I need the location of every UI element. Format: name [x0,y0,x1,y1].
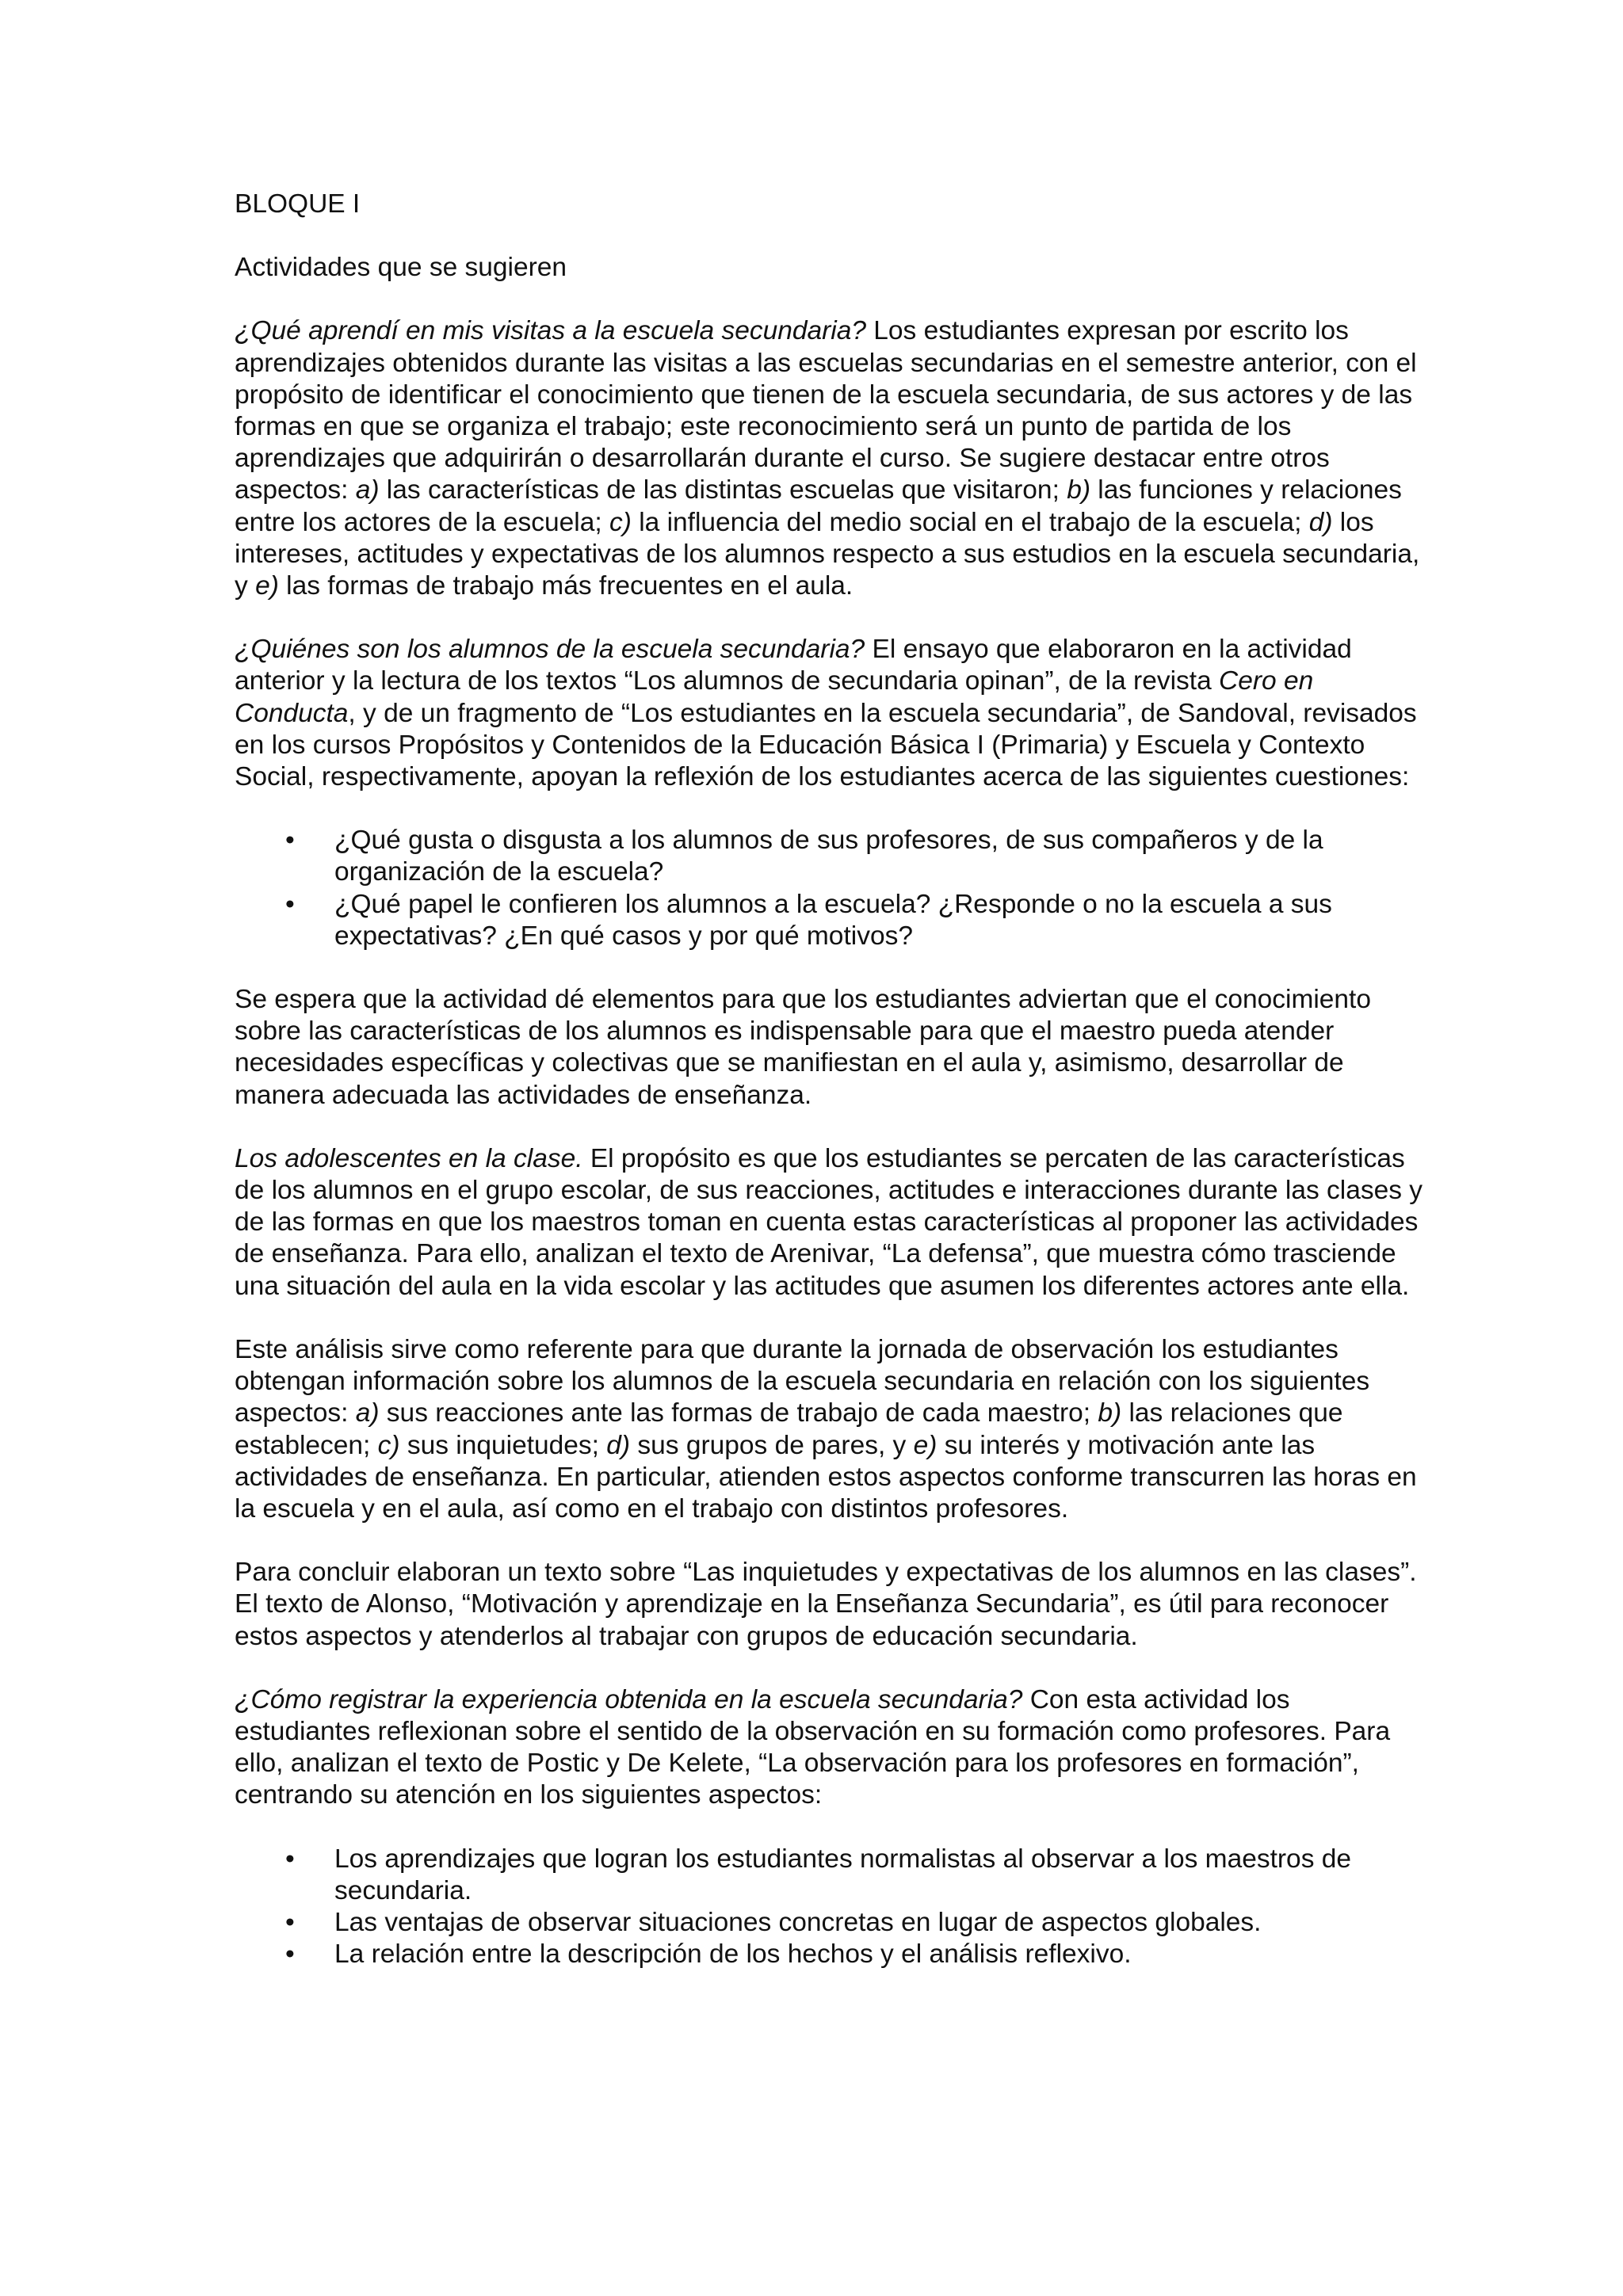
paragraph-adolescents: Los adolescentes en la clase. El propósito es que los estudiantes se percaten de las características de los alumnos en el grupo escolar, de sus reacciones, actitudes e interacciones durante las clases y de las formas en que los maestros toman en cuenta estas características al proponer las actividades de enseñanza. Para ello, analizan el texto de Arenivar, “La defensa”, que muestra cómo trasciende una situación del aula en la vida escolar y las actitudes que asumen los diferentes actores ante ella. [235,1143,1423,1301]
bullet-icon: • [285,1844,295,1874]
paragraph-lead: Los adolescentes en la clase. [235,1143,583,1173]
bullet-icon: • [285,1907,295,1937]
paragraph-analysis: Este análisis sirve como referente para que durante la jornada de observación los estudiantes obtengan información sobre los alumnos de la escuela secundaria en relación con los siguientes aspectos: a) sus reacciones ante las formas de trabajo de cada maestro; b) las relaciones que establecen; c) sus inquietudes; d) sus grupos de pares, y e) su interés y motivación ante las actividades de enseñanza. En particular, atienden estos aspectos conforme transcurren las horas en la escuela y en el aula, así como en el trabajo con distintos profesores. [235,1334,1417,1524]
bullet-icon: • [285,826,295,856]
bullet-icon: • [285,1939,295,1970]
magazine-title: Cero en Conducta [235,666,1314,728]
paragraph-lead: ¿Qué aprendí en mis visitas a la escuela secundaria? [235,316,866,346]
paragraph-lead: ¿Cómo registrar la experiencia obtenida en la escuela secundaria? [235,1684,1023,1714]
list-item: • Los aprendizajes que logran los estudiantes normalistas al observar a los maestros de secundaria. [285,1844,1352,1905]
paragraph-visits: ¿Qué aprendí en mis visitas a la escuela secundaria? Los estudiantes expresan por escrito los aprendizajes obtenidos durante las visitas a las escuelas secundarias en el semestre anterior, con el propósito de identificar el conocimiento que tienen de la escuela secundaria, de sus actores y de las formas en que se organiza el trabajo; este reconocimiento será un punto de partida de los aprendizajes que adquirirán o desarrollarán durante el curso. Se sugiere destacar entre otros aspectos: a) las características de las distintas escuelas que visitaron; b) las funciones y relaciones entre los actores de la escuela; c) la influencia del medio social en el trabajo de la escuela; d) los intereses, actitudes y expectativas de los alumnos respecto a sus estudios en la escuela secundaria, y e) las formas de trabajo más frecuentes en el aula. [235,316,1420,601]
bullet-icon: • [285,889,295,919]
list-item: • ¿Qué gusta o disgusta a los alumnos de sus profesores, de sus compañeros y de la organización de la escuela? [285,826,1323,887]
list-item: • Las ventajas de observar situaciones concretas en lugar de aspectos globales. [235,1907,1423,1939]
section-title: Actividades que se sugieren [235,253,567,283]
document-page [235,189,1423,2002]
questions-list [235,825,1423,952]
list-item: • ¿Qué papel le confieren los alumnos a la escuela? ¿Responde o no la escuela a sus expectativas? ¿En qué casos y por qué motivos? [285,889,1332,951]
list-item: • La relación entre la descripción de los hechos y el análisis reflexivo. [235,1939,1423,1970]
paragraph-students: ¿Quiénes son los alumnos de la escuela secundaria? El ensayo que elaboraron en la actividad anterior y la lectura de los textos “Los alumnos de secundaria opinan”, de la revista Cero en Conducta, y de un fragmento de “Los estudiantes en la escuela secundaria”, de Sandoval, revisados en los cursos Propósitos y Contenidos de la Educación Básica I (Primaria) y Escuela y Contexto Social, respectivamente, apoyan la reflexión de los estudiantes acerca de las siguientes cuestiones: [235,635,1417,792]
block-title: BLOQUE I [235,189,361,219]
paragraph-registration: ¿Cómo registrar la experiencia obtenida en la escuela secundaria? Con esta actividad los estudiantes reflexionan sobre el sentido de la observación en su formación como profesores. Para ello, analizan el texto de Postic y De Kelete, “La observación para los profesores en formación”, centrando su atención en los siguientes aspectos: [235,1684,1391,1810]
aspects-list [235,1844,1423,1971]
paragraph-conclusion: Para concluir elaboran un texto sobre “Las inquietudes y expectativas de los alumnos en las clases”. El texto de Alonso, “Motivación y aprendizaje en la Enseñanza Secundaria”, es útil para reconocer estos aspectos y atenderlos al trabajar con grupos de educación secundaria. [235,1558,1417,1651]
paragraph-expectation: Se espera que la actividad dé elementos para que los estudiantes adviertan que el conocimiento sobre las características de los alumnos es indispensable para que el maestro pueda atender necesidades específicas y colectivas que se manifiestan en el aula y, asimismo, desarrollar de manera adecuada las actividades de enseñanza. [235,985,1371,1110]
paragraph-lead: ¿Quiénes son los alumnos de la escuela secundaria? [235,635,865,665]
